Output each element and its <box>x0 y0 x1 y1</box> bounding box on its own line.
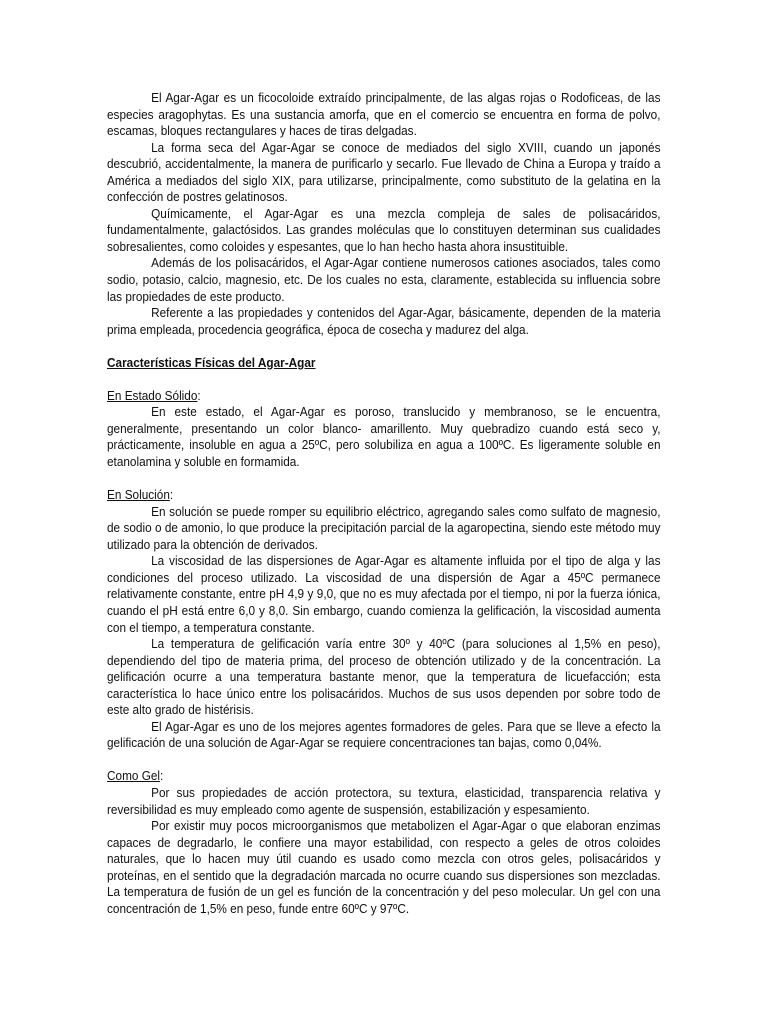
gel-paragraph-2: Por existir muy pocos microorganismos que metabolizen el Agar-Agar o que elaboran enzimas capaces de degradarlo, le confiere una mayor estabilidad, con respecto a geles de otros coloides naturales, que lo hacen muy útil cuando es usado como mezcla con otros geles, polisacáridos y proteínas, en el sentido que la degradación marcada no ocurre cuando sus dispersiones son mezcladas. La temperatura de fusión de un gel es función de la concentración y del peso molecular. Un gel con una concentración de 1,5% en peso, funde entre 60ºC y 97ºC. <box>107 818 661 916</box>
intro-paragraph-1: El Agar-Agar es un ficocoloide extraído principalmente, de las algas rojas o Rodoficeas, de las especies aragophytas. Es una sustancia amorfa, que en el comercio se encuentra en forma de polvo, escamas, bloques rectangulares y haces de tiras delgadas. <box>107 90 661 139</box>
intro-paragraph-3: Químicamente, el Agar-Agar es una mezcla compleja de sales de polisacáridos, fundamentalmente, galactósidos. Las grandes moléculas que lo constituyen determinan sus cualidades sobresalientes, como coloides y espesantes, que lo han hecho hasta ahora insustituible. <box>107 205 661 254</box>
subsection-heading-solution <box>107 487 661 504</box>
spacer <box>107 752 661 769</box>
intro-paragraph-5: Referente a las propiedades y contenidos del Agar-Agar, básicamente, dependen de la materia prima empleada, procedencia geográfica, época de cosecha y madurez del alga. <box>107 305 661 337</box>
subsection-heading-solid-colon: : <box>197 387 201 403</box>
gel-paragraph-1: Por sus propiedades de acción protectora, su textura, elasticidad, transparencia relativa y reversibilidad es muy empleado como agente de suspensión, estabilización y espesamiento. <box>107 784 661 817</box>
subsection-heading-solid-text: En Estado Sólido <box>107 387 198 403</box>
solution-paragraph-4: El Agar-Agar es uno de los mejores agentes formadores de geles. Para que se lleve a efecto la gelificación de una solución de Agar-Agar se requiere concentraciones tan bajas, como 0,04%. <box>107 718 661 751</box>
subsection-heading-solution-text: En Solución <box>107 487 170 503</box>
subsection-heading-solution-colon: : <box>169 487 174 503</box>
solid-paragraph-1: En este estado, el Agar-Agar es poroso, translucido y membranoso, se le encuentra, generalmente, presentando un color blanco- amarillento. Muy quebradizo cuando está seco y, prácticamente, insoluble en agua a 25ºC, pero solubiliza en agua a 100ºC. Es ligeramente soluble en etanolamina y soluble en formamida. <box>107 404 661 470</box>
spacer <box>107 371 661 388</box>
intro-paragraph-2: La forma seca del Agar-Agar se conoce de mediados del siglo XVIII, cuando un japonés descubrió, accidentalmente, la manera de purificarlo y secarlo. Fue llevado de China a Europa y traído a América a mediados del siglo XIX, para utilizarse, principalmente, como substituto de la gelatina en la confección de postres gelatinosos. <box>107 139 661 205</box>
solution-paragraph-3: La temperatura de gelificación varía entre 30º y 40ºC (para soluciones al 1,5% en peso), dependiendo del tipo de materia prima, del proceso de obtención utilizado y de la concentración. La gelificación ocurre a una temperatura bastante menor, que la temperatura de licuefacción; esta característica lo hace único entre los polisacáridos. Muchos de sus usos dependen por sobre todo de este alto grado de histérisis. <box>107 636 661 718</box>
subsection-heading-solid <box>107 388 661 405</box>
spacer <box>107 338 661 355</box>
solution-paragraph-1: En solución se puede romper su equilibrio eléctrico, agregando sales como sulfato de magnesio, de sodio o de amonio, lo que produce la precipitación parcial de la agaropectina, siendo este método muy utilizado para la obtención de derivados. <box>107 503 661 552</box>
document-page <box>107 90 661 917</box>
subsection-heading-gel-text: Como Gel <box>107 768 161 784</box>
solution-paragraph-2: La viscosidad de las dispersiones de Agar-Agar es altamente influida por el tipo de alga y las condiciones del proceso utilizado. La viscosidad de una dispersión de Agar a 45ºC permanece relativamente constante, entre pH 4,9 y 9,0, que no es muy afectada por el tiempo, ni por la fuerza iónica, cuando el pH está entre 6,0 y 8,0. Sin embargo, cuando comienza la gelificación, la viscosidad aumenta con el tiempo, a temperatura constante. <box>107 553 661 635</box>
spacer <box>107 471 661 488</box>
section-title: Características Físicas del Agar-Agar <box>107 354 316 370</box>
intro-paragraph-4: Además de los polisacáridos, el Agar-Agar contiene numerosos cationes asociados, tales como sodio, potasio, calcio, magnesio, etc. De los cuales no esta, claramente, establecida su influencia sobre las propiedades de este producto. <box>107 255 661 304</box>
subsection-heading-gel-colon: : <box>160 768 164 784</box>
subsection-heading-gel <box>107 768 661 785</box>
